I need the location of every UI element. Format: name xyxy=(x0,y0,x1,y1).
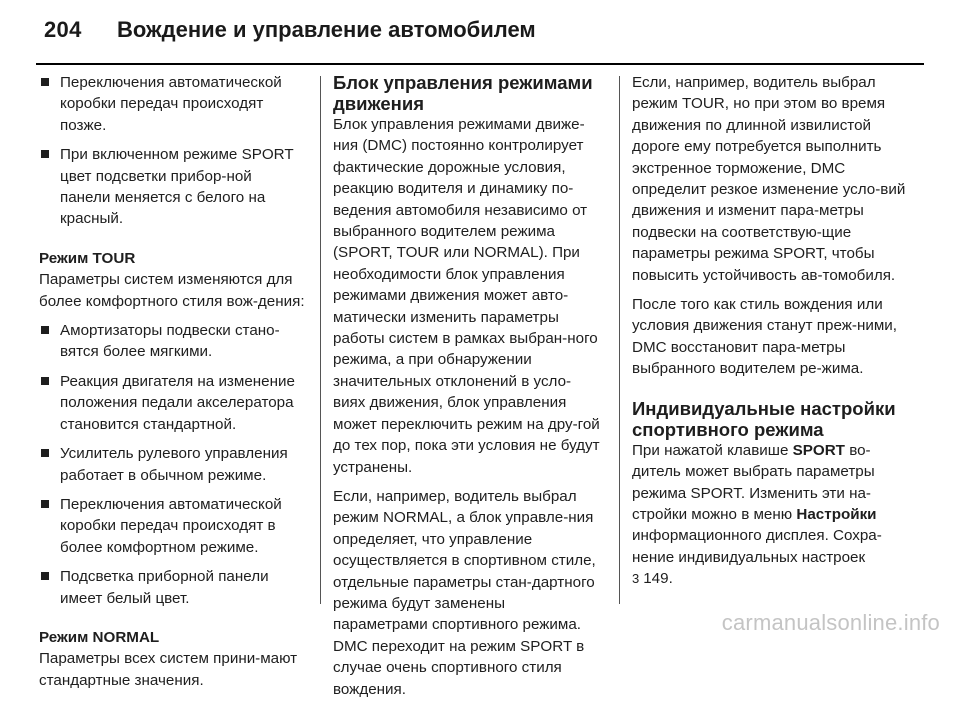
section-heading-tour: Режим TOUR xyxy=(39,249,136,267)
normal-text: Параметры всех систем прини-мают стандартные значения. xyxy=(39,650,298,689)
list-item xyxy=(39,320,305,363)
watermark: carmanualsonline.info xyxy=(721,610,940,635)
list-item xyxy=(39,443,305,486)
list-item xyxy=(39,371,305,435)
column3-paragraph-2: После того как стиль вождения или условия движения станут преж-ними, DMC восстановит пара-метры выбранного водителем ре-жима. xyxy=(632,296,897,378)
column-1 xyxy=(39,72,305,699)
section-heading-normal: Режим NORMAL xyxy=(39,628,160,646)
list-item-text: При включенном режиме SPORT цвет подсветки прибор-ной панели меняется с белого на красный. xyxy=(60,146,294,228)
keyword-settings-menu: Настройки xyxy=(796,505,877,523)
bullet-square-icon xyxy=(41,150,49,158)
bullet-square-icon xyxy=(41,326,49,334)
list-item-text: Переключения автоматической коробки передач происходят в более комфортном режиме. xyxy=(60,495,282,556)
header-rule xyxy=(36,63,924,65)
bullet-square-icon xyxy=(41,572,49,580)
column3-paragraph-1: Если, например, водитель выбрал режим TOUR, но при этом во время движения по длинной извилистой дороге ему потребуется выполнить экстренное торможение, DMC определит резкое изменение усло-вий движения и изменит пара-метры подвески на соответствую-щие параметры режима SPORT, чтобы повысить устойчивость ав-томобиля. xyxy=(632,74,906,284)
column-divider xyxy=(320,76,321,604)
list-item xyxy=(39,494,305,558)
column-2 xyxy=(333,72,603,708)
list-item-text: Усилитель рулевого управления работает в обычном режиме. xyxy=(60,445,288,484)
page-number: 204 xyxy=(44,17,82,42)
column3-paragraph-3: При нажатой клавише SPORT во-дитель может выбрать параметры режима SPORT. Изменить эти на-стройки можно в меню Настройки информационного дисплея. Сохра-нение индивидуальных настроек 3 149. xyxy=(632,440,914,590)
bullet-square-icon xyxy=(41,500,49,508)
list-item-text: Подсветка приборной панели имеет белый цвет. xyxy=(60,568,269,607)
bullet-square-icon xyxy=(41,78,49,86)
list-item-text: Амортизаторы подвески стано-вятся более мягкими. xyxy=(60,322,280,361)
page-reference[interactable]: 149. xyxy=(643,570,673,588)
column-divider xyxy=(619,76,620,604)
page-title: Вождение и управление автомобилем xyxy=(117,17,536,42)
list-item-text: Реакция двигателя на изменение положения педали акселератора становится стандартной. xyxy=(60,372,295,433)
dmc-paragraph-2: Если, например, водитель выбрал режим NORMAL, а блок управле-ния определяет, что управление осуществляется в спортивном стиле, отдельные параметры стан-дартного режима будут заменены параметрами спортивного режима. DMC переходит на режим SPORT в случае очень спортивного стиля вождения. xyxy=(333,487,596,698)
bullet-square-icon xyxy=(41,449,49,457)
tour-intro: Параметры систем изменяются для более комфортного стиля вож-дения: xyxy=(39,271,305,310)
list-item xyxy=(39,566,305,609)
section-heading-dmc: Блок управления режимами движения xyxy=(333,72,593,114)
page-reference-arrow-icon: 3 xyxy=(632,571,640,587)
page-header xyxy=(0,0,960,70)
dmc-paragraph-1: Блок управления режимами движе-ния (DMC) постоянно контролирует фактические дорожные условия, реакцию водителя и динамику по-ведения автомобиля независимо от выбранного водителем режима (SPORT, TOUR или NORMAL). При необходимости блок управления режимами движения может авто-матически изменить параметры работы систем в рамках выбран-ного режима, а при обнаружении значительных отклонений в усло-виях движения, блок управления может переключить режим на дру-гой до тех пор, пока эти условия не будут устранены. xyxy=(333,116,600,476)
list-item xyxy=(39,72,305,136)
section-heading-individual-settings: Индивидуальные настройки спортивного режима xyxy=(632,397,896,440)
bullet-square-icon xyxy=(41,377,49,385)
list-item-text: Переключения автоматической коробки передач происходят позже. xyxy=(60,74,282,134)
list-item xyxy=(39,144,305,230)
column-3 xyxy=(632,72,914,598)
keyword-sport: SPORT xyxy=(792,441,845,459)
